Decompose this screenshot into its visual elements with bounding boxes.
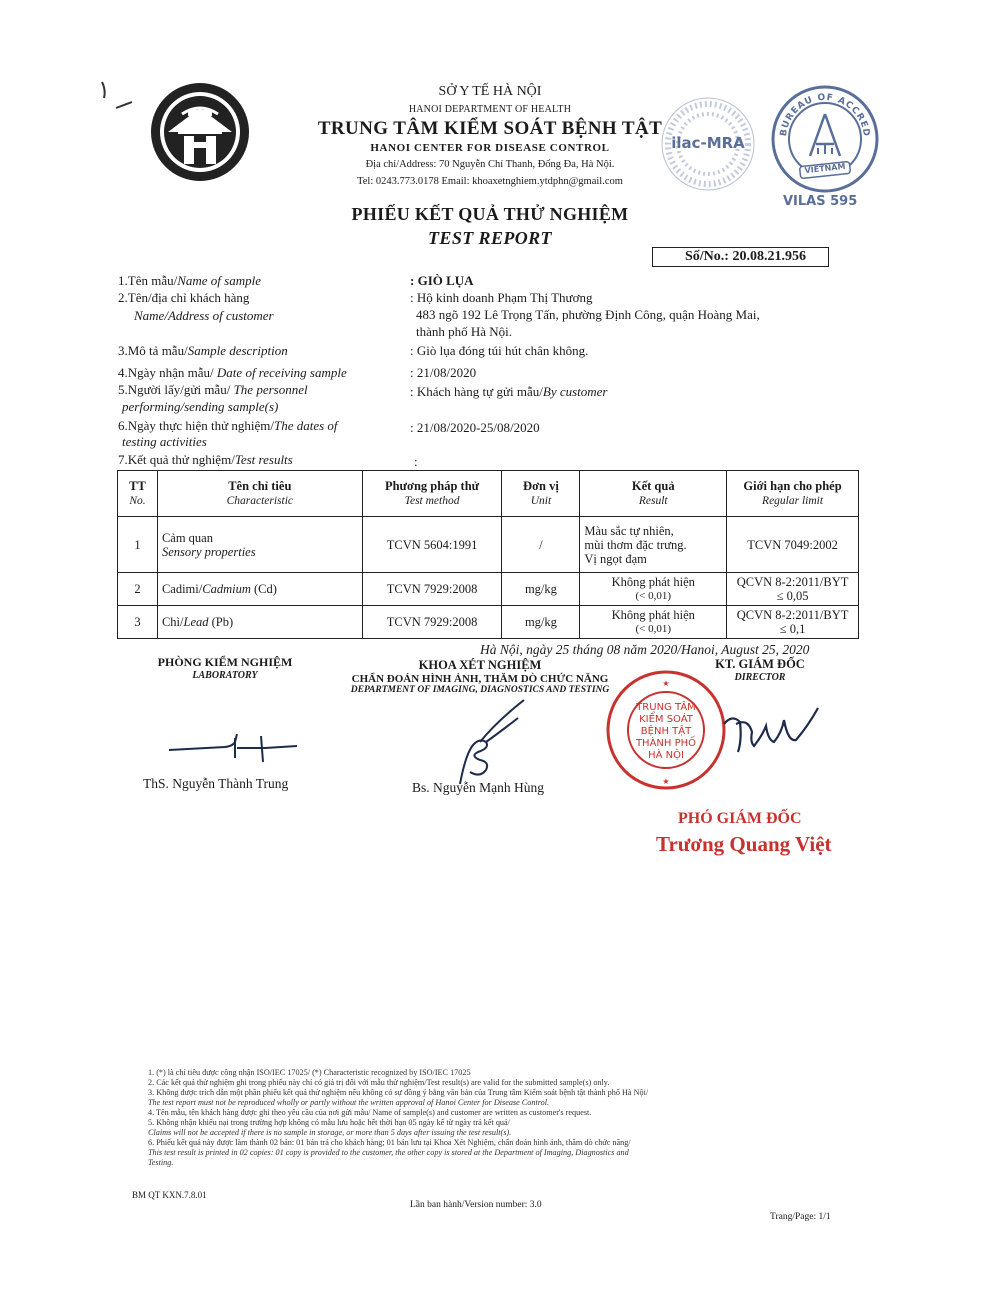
label-vn: 4.Ngày nhận mẫu/ <box>118 365 217 380</box>
handwritten-signature-icon <box>165 728 305 768</box>
lab-block <box>130 655 320 681</box>
char-en: Sensory properties <box>161 544 256 559</box>
cell-limit <box>727 606 859 639</box>
table-header-row <box>118 471 859 517</box>
cell-limit <box>727 517 859 573</box>
address: Địa chỉ/Address: 70 Nguyễn Chí Thanh, Đống Đa, Hà Nội. <box>365 159 615 170</box>
footnote: 5. Không nhận khiếu nại trong trường hợp không có mẫu lưu hoặc hết thời hạn 05 ngày kể từ ngày trả kết quả/ <box>148 1118 510 1127</box>
label-personnel <box>118 382 308 398</box>
label-vn: 1.Tên mẫu/ <box>118 273 178 288</box>
label-test-dates <box>118 418 338 434</box>
label-en: The personnel <box>233 382 308 397</box>
value-vn: : Khách hàng tự gửi mẫu/ <box>410 384 543 399</box>
report-number: Số/No.: 20.08.21.956 <box>652 247 829 267</box>
limit-line: ≤ 0,1 <box>779 622 806 636</box>
value-test-results: : <box>414 454 418 469</box>
label-vn: 7.Kết quả thử nghiệm/ <box>118 452 235 467</box>
form-code: BM QT KXN.7.8.01 <box>132 1190 207 1200</box>
label-en: Test results <box>234 452 293 467</box>
footnote: Testing. <box>148 1158 174 1167</box>
footnotes <box>148 1068 848 1168</box>
dept-signature <box>440 692 570 792</box>
value-sample-desc: : Giò lụa đóng túi hút chân không. <box>410 343 589 358</box>
director-title-vn: KT. GIÁM ĐỐC <box>715 657 805 671</box>
value-personnel <box>410 384 608 400</box>
handwritten-signature-icon <box>440 692 570 792</box>
cell-method: TCVN 7929:2008 <box>362 573 502 606</box>
dept-en: HANOI DEPARTMENT OF HEALTH <box>408 104 572 115</box>
header-test-method <box>362 471 502 517</box>
header-characteristic <box>157 471 362 517</box>
cell-characteristic <box>157 573 362 606</box>
stamp-line: KIỂM SOÁT <box>639 714 693 725</box>
result-line: (< 0,01) <box>635 590 671 602</box>
cell-no: 2 <box>118 573 158 606</box>
dept-title-vn-1: KHOA XÉT NGHIỆM <box>418 658 542 672</box>
header-en: Result <box>638 494 668 507</box>
header-vn: Kết quả <box>631 478 675 493</box>
accreditation-seal-icon <box>770 84 880 194</box>
report-title-vn: PHIẾU KẾT QUẢ THỬ NGHIỆM <box>351 204 629 224</box>
table-row <box>118 573 859 606</box>
svg-text:★: ★ <box>662 777 670 786</box>
label-en: Date of receiving sample <box>216 365 347 380</box>
header-vn: Phương pháp thử <box>384 478 480 493</box>
pen-mark <box>96 78 136 118</box>
cell-unit: mg/kg <box>502 573 580 606</box>
page-number: Trang/Page: 1/1 <box>770 1212 831 1222</box>
header-en: Characteristic <box>226 494 294 507</box>
lab-title-vn: PHÒNG KIỂM NGHIỆM <box>157 655 293 669</box>
label-customer-vn: 2.Tên/địa chỉ khách hàng <box>118 290 250 305</box>
char-en: Lead <box>183 615 209 629</box>
lab-title-en: LABORATORY <box>192 670 258 681</box>
limit-line: TCVN 7049:2002 <box>747 537 838 552</box>
dept-block <box>330 658 630 695</box>
header-en: Test method <box>404 494 460 507</box>
cell-no: 1 <box>118 517 158 573</box>
handwritten-signature-icon <box>718 696 838 766</box>
version-number: Lần ban hành/Version number: 3.0 <box>410 1200 542 1210</box>
cell-result <box>580 517 727 573</box>
limit-line: ≤ 0,05 <box>776 589 809 603</box>
footnote: 1. (*) là chỉ tiêu được công nhận ISO/IEC 17025/ (*) Characteristic recognized by ISO/IEC 17025 <box>148 1068 471 1077</box>
value-sample-name: : GIÒ LỤA <box>410 273 474 288</box>
label-receive-date <box>118 365 347 381</box>
official-stamp <box>604 668 728 792</box>
deputy-title: PHÓ GIÁM ĐỐC <box>678 810 802 827</box>
result-line: (< 0,01) <box>635 623 671 635</box>
footnote: 6. Phiếu kết quả này được làm thành 02 bản: 01 bản trả cho khách hàng; 01 bản lưu tại Khoa Xét Nghiệm, chẩn đoán hình ảnh, thăm dò chức năng/ <box>148 1138 631 1147</box>
header-vn: Giới hạn cho phép <box>743 478 842 493</box>
result-line: Vị ngọt đạm <box>584 551 647 566</box>
limit-line: QCVN 8-2:2011/BYT <box>736 608 849 622</box>
label-test-dates-en: testing activities <box>122 434 207 449</box>
char-symbol: (Pb) <box>208 615 234 629</box>
header-unit <box>502 471 580 517</box>
report-title-en: TEST REPORT <box>428 228 552 248</box>
contact: Tel: 0243.773.0178 Email: khoaxetnghiem.ytdphn@gmail.com <box>357 176 623 187</box>
header-en: Regular limit <box>762 494 824 507</box>
stamp-line: THÀNH PHỐ <box>635 738 697 749</box>
char-vn: Chì/ <box>161 615 184 629</box>
cell-characteristic <box>157 517 362 573</box>
value-receive-date: : 21/08/2020 <box>410 365 477 380</box>
cell-limit <box>727 573 859 606</box>
value-en: By customer <box>542 384 608 399</box>
result-line: Không phát hiện <box>611 575 695 589</box>
footnote: This test result is printed in 02 copies: 01 copy is provided to the customer, the other copy is stored at the Department of Imaging, Diagnostics and <box>148 1148 629 1157</box>
boa-seal <box>770 84 880 194</box>
lab-signature <box>165 728 305 768</box>
dept-vn: SỞ Y TẾ HÀ NỘI <box>438 84 542 99</box>
char-symbol: (Cd) <box>250 582 277 596</box>
director-signature <box>718 696 838 766</box>
cell-result <box>580 606 727 639</box>
dept-title-vn-2: CHẨN ĐOÁN HÌNH ẢNH, THĂM DÒ CHỨC NĂNG <box>351 673 609 685</box>
cell-no: 3 <box>118 606 158 639</box>
label-vn: 3.Mô tả mẫu/ <box>118 343 188 358</box>
label-test-results <box>118 452 293 468</box>
header-en: Unit <box>530 494 552 507</box>
ilac-label: ilac-MRA <box>671 134 745 152</box>
cell-unit: / <box>502 517 580 573</box>
result-line: Màu sắc tự nhiên, <box>584 523 674 538</box>
label-personnel-en: performing/sending sample(s) <box>122 399 279 414</box>
vilas-number: VILAS 595 <box>783 194 858 209</box>
limit-line: QCVN 8-2:2011/BYT <box>736 575 849 589</box>
cell-characteristic <box>157 606 362 639</box>
center-vn: TRUNG TÂM KIỂM SOÁT BỆNH TẬT <box>317 118 663 139</box>
svg-text:★: ★ <box>662 679 670 688</box>
cell-unit: mg/kg <box>502 606 580 639</box>
footnote: 2. Các kết quả thử nghiệm ghi trong phiếu này chỉ có giá trị đối với mẫu thử nghiệm/Test result(s) are valid for the submitted sample(s) only. <box>148 1078 610 1087</box>
stamp-text <box>626 702 706 762</box>
stamp-line: BỆNH TẬT <box>640 726 692 737</box>
table-row <box>118 517 859 573</box>
char-vn: Cadimi/ <box>161 582 203 596</box>
value-test-dates: : 21/08/2020-25/08/2020 <box>410 420 540 435</box>
director-title-en: DIRECTOR <box>734 672 786 683</box>
label-en: The dates of <box>273 418 338 433</box>
value-customer-name: : Hộ kinh doanh Phạm Thị Thương <box>410 290 593 305</box>
results-table <box>117 470 859 639</box>
pen-stroke-icon <box>96 78 136 118</box>
header-vn: Tên chỉ tiêu <box>228 478 292 493</box>
table-row <box>118 606 859 639</box>
cell-method: TCVN 7929:2008 <box>362 606 502 639</box>
issue-date: Hà Nội, ngày 25 tháng 08 năm 2020/Hanoi, August 25, 2020 <box>480 642 810 657</box>
label-en: Sample description <box>187 343 288 358</box>
footnote: 4. Tên mẫu, tên khách hàng được ghi theo yêu cầu của nơi gửi mẫu/ Name of sample(s) and customer are written as customer's request. <box>148 1108 592 1117</box>
header-en: No. <box>129 494 146 507</box>
cell-method: TCVN 5604:1991 <box>362 517 502 573</box>
center-en: HANOI CENTER FOR DISEASE CONTROL <box>370 142 610 154</box>
dept-title-en: DEPARTMENT OF IMAGING, DIAGNOSTICS AND TESTING <box>350 685 610 695</box>
cell-result <box>580 573 727 606</box>
value-customer-city: thành phố Hà Nội. <box>416 324 513 339</box>
footnote: Claims will not be accepted if there is no sample in storage, or more than 5 days after issuing the test result(s). <box>148 1128 512 1137</box>
deputy-name: Trương Quang Việt <box>656 832 832 856</box>
center-logo <box>148 80 252 184</box>
header-vn: TT <box>129 478 146 493</box>
pagoda-logo-icon <box>148 80 252 184</box>
label-sample-name <box>118 273 261 289</box>
header-limit <box>727 471 859 517</box>
footnote: The test report must not be reproduced wholly or partly without the written approval of Hanoi Center for Disease Control. <box>148 1098 550 1107</box>
header-result <box>580 471 727 517</box>
lab-person: ThS. Nguyễn Thành Trung <box>143 776 289 791</box>
boa-ring-text: BUREAU OF ACCRED <box>778 92 872 138</box>
label-vn: 6.Ngày thực hiện thử nghiệm/ <box>118 418 274 433</box>
label-en: Name of sample <box>177 273 261 288</box>
label-sample-desc <box>118 343 288 359</box>
label-vn: 5.Người lấy/gửi mẫu/ <box>118 382 234 397</box>
header-vn: Đơn vị <box>523 478 559 493</box>
result-line: Không phát hiện <box>611 608 695 622</box>
char-en: Cadmium <box>202 582 251 596</box>
label-customer-en: Name/Address of customer <box>134 308 274 323</box>
dept-person: Bs. Nguyễn Mạnh Hùng <box>412 780 544 795</box>
boa-country: VIETNAM <box>804 161 846 176</box>
stamp-line: TRUNG TÂM <box>636 702 696 713</box>
value-customer-address: 483 ngõ 192 Lê Trọng Tấn, phường Định Công, quận Hoàng Mai, <box>416 307 760 322</box>
stamp-line: HÀ NỘI <box>648 750 684 761</box>
ilac-mra-seal <box>660 96 756 192</box>
footnote: 3. Không được trích dẫn một phần phiếu kết quả thử nghiệm nếu không có sự đồng ý bằng văn bản của Trung tâm Kiểm soát bệnh tật thành phố Hà Nội/ <box>148 1088 649 1097</box>
result-line: mùi thơm đặc trưng. <box>584 537 687 552</box>
header-no <box>118 471 158 517</box>
char-vn: Cảm quan <box>161 530 213 545</box>
